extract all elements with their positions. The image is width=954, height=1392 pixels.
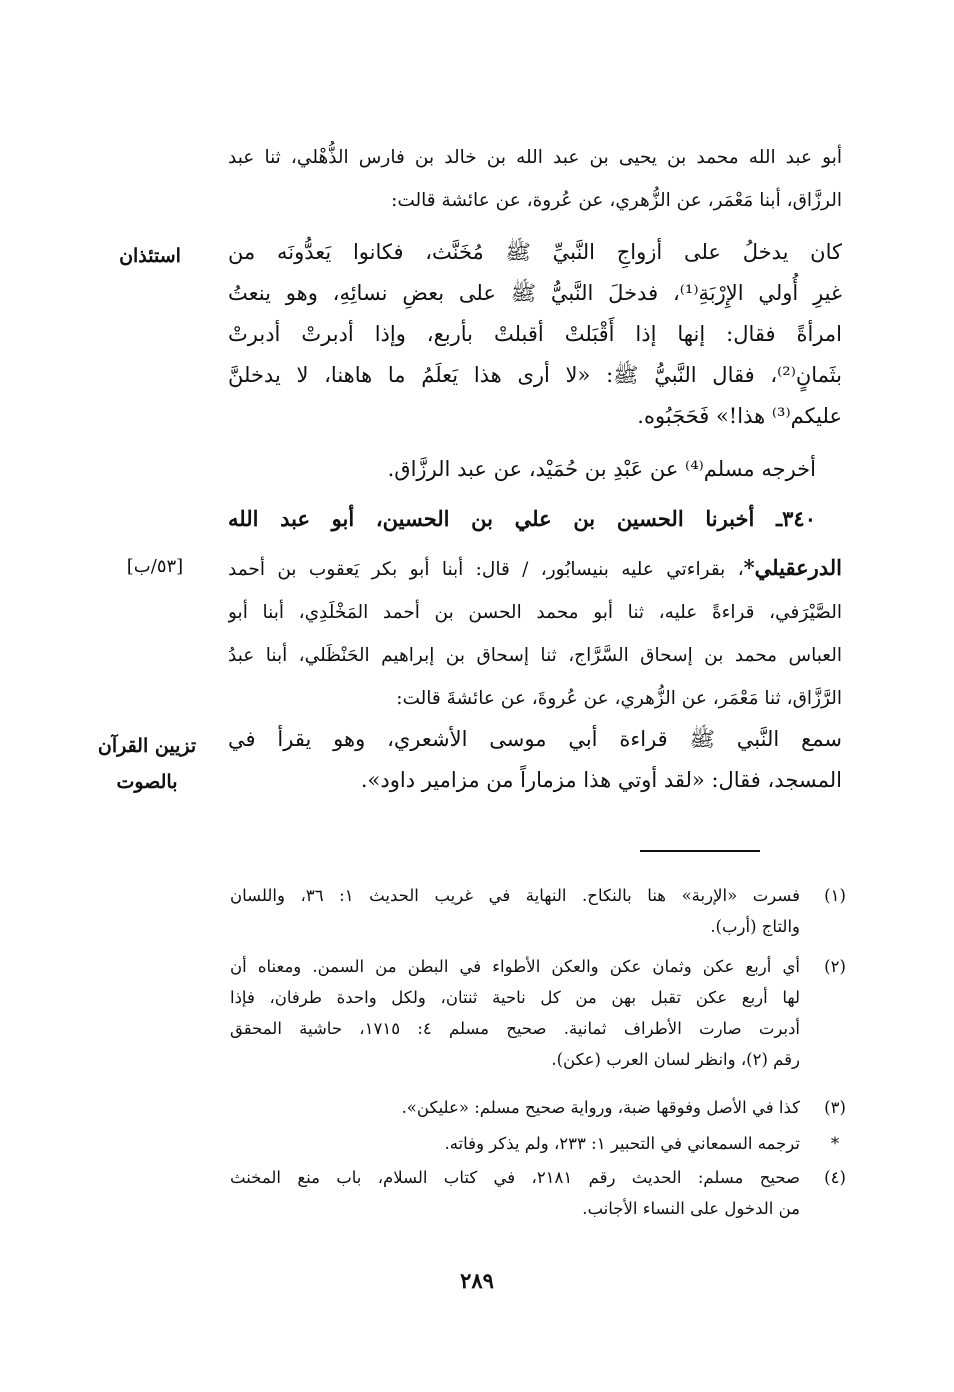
footnote-line: فسرت «الإربة» هنا بالنكاح. النهاية في غريب الحديث ١: ٣٦، واللسان [230, 886, 800, 905]
text-line: الصَّيْرَفي، قراءةً عليه، ثنا أبو محمد الحسن بن أحمد المَخْلَدِي، أبنا أبو [228, 602, 842, 623]
hadith-340-heading [228, 498, 842, 539]
text-line: المسجد، فقال: «لقد أوتي هذا مزماراً من مزامير داود». [360, 768, 842, 792]
narrator-name: الدرعقيلي* [743, 555, 842, 580]
takhrij-339 [228, 449, 842, 490]
footnote-number: (٢) [824, 957, 846, 976]
text-line: ٣٤٠ـ أخبرنا الحسين بن علي بن الحسين، أبو عبد الله [228, 506, 816, 531]
footnote-1 [230, 880, 850, 942]
margin-note-tazyin [82, 728, 212, 800]
footnote-line: رقم (٢)، وانظر لسان العرب (عكن). [551, 1050, 800, 1069]
text-line: غيرِ أُولي الإِرْبَةِ⁽¹⁾، فدخلَ النَّبيُّ ﷺ على بعضِ نسائِهِ، وهو ينعتُ [228, 281, 842, 305]
text-line: عليكم⁽³⁾ هذا!» فَحَجَبُوه. [637, 404, 842, 428]
footnote-2 [230, 951, 850, 1075]
text-line: سمع النَّبي ﷺ قراءة أبي موسى الأشعري، وهو يقرأ في [228, 727, 842, 751]
footnote-line: صحيح مسلم: الحديث رقم ٢١٨١، في كتاب السلام، باب منع المخنث [230, 1168, 800, 1187]
footnote-number: * [830, 1134, 840, 1153]
footnote-separator [640, 850, 760, 852]
text-line: امرأةً فقال: إنها إذا أَقْبَلتْ أقبلتْ بأربع، وإذا أدبرتْ أدبرتْ [228, 322, 842, 346]
text-line [228, 546, 842, 591]
text-line: الرزَّاق، أبنا مَعْمَر، عن الزُّهري، عن عُروة، عن عائشة قالت: [391, 190, 842, 211]
footnote-3 [230, 1092, 850, 1123]
footnote-star [230, 1128, 850, 1159]
text-line: الرَّزَّاق، ثنا مَعْمَر، عن الزُّهري، عن عُروةَ، عن عائشةَ قالت: [396, 688, 842, 709]
margin-note-line: تزيين القرآن [97, 735, 197, 757]
hadith-340-isnad [228, 546, 842, 720]
hadith-340-matn [228, 719, 842, 801]
text-span: ، بقراءتي عليه بنيسابُور، / قال: أبنا أبو بكر يَعقوب بن أحمد [228, 559, 744, 580]
page-number: ٢٨٩ [460, 1268, 494, 1293]
hadith-339-matn [228, 232, 842, 437]
text-line: بثَمانٍ⁽²⁾، فقال النَّبيُّ ﷺ: «لا أرى هذا يَعلَمُ ما هاهنا، لا يدخلنَّ [228, 363, 842, 387]
margin-note-istidhan: استئذان [119, 245, 181, 267]
text-line: العباس محمد بن إسحاق السَّرَّاج، ثنا إسحاق بن إبراهيم الحَنْظَلي، أبنا عبدُ [228, 645, 842, 666]
margin-note-line: بالصوت [116, 771, 178, 793]
footnote-line: لها أربع عكن تقبل بهن من كل ناحية ثنتان، ولكل واحدة طرفان، فإذا [230, 988, 800, 1007]
footnote-line: كذا في الأصل وفوقها ضبة، ورواية صحيح مسلم: «عليكن». [401, 1098, 800, 1117]
folio-reference: [٥٣/ب] [126, 556, 184, 577]
text-line: أبو عبد الله محمد بن يحيى بن عبد الله بن خالد بن فارس الذُّهْلي، ثنا عبد [228, 147, 842, 168]
footnote-line: ترجمه السمعاني في التحبير ١: ٢٣٣، ولم يذكر وفاته. [444, 1134, 800, 1153]
footnote-line: والتاج (أرب). [710, 917, 800, 936]
text-line: كان يدخلُ على أزواجِ النَّبيِّ ﷺ مُخَنَّث، فكانوا يَعدُّونَه من [228, 240, 842, 264]
footnote-4 [230, 1162, 850, 1224]
footnote-number: (١) [824, 886, 846, 905]
footnote-number: (٤) [824, 1168, 846, 1187]
text-line: أخرجه مسلم⁽⁴⁾ عن عَبْدِ بن حُمَيْد، عن عبد الرزَّاق. [387, 457, 816, 481]
footnote-line: من الدخول على النساء الأجانب. [582, 1199, 800, 1218]
footnote-number: (٣) [824, 1098, 846, 1117]
footnote-line: أدبرت صارت الأطراف ثمانية. صحيح مسلم ٤: ١٧١٥، حاشية المحقق [230, 1019, 800, 1038]
footnote-line: أي أربع عكن وثمان عكن والعكن الأطواء في البطن من السمن. ومعناه أن [230, 957, 800, 976]
isnad-intro [228, 136, 842, 222]
